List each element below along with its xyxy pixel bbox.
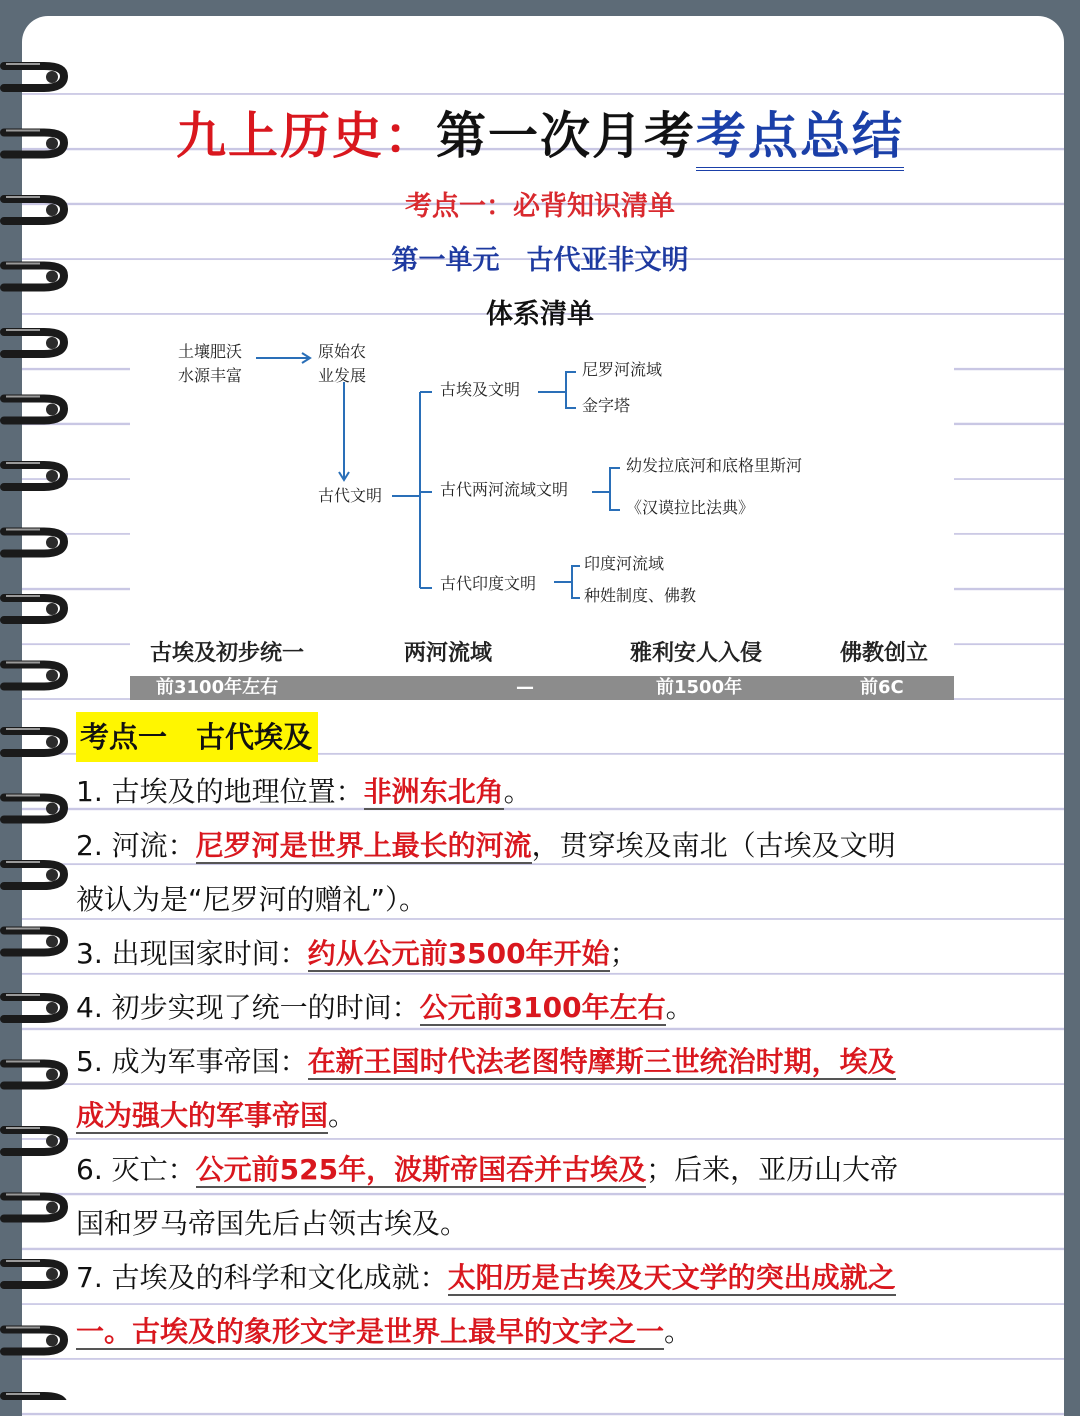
binding-ring bbox=[4, 862, 64, 886]
binding-ring bbox=[4, 1328, 64, 1352]
branch-india-item-2: 种姓制度、佛教 bbox=[584, 586, 697, 605]
point-tail: 国和罗马帝国先后占领古埃及。 bbox=[76, 1207, 469, 1240]
branch-egypt-item-1: 尼罗河流域 bbox=[582, 360, 663, 379]
point-answer: 尼罗河是世界上最长的河流 bbox=[195, 829, 532, 862]
point-answer: 公元前525年，波斯帝国吞并古埃及 bbox=[195, 1153, 647, 1186]
point-7-line-2 bbox=[76, 1312, 692, 1352]
timeline-date-4: 前6C bbox=[860, 677, 904, 698]
point-answer: 公元前3100年左右 bbox=[419, 991, 666, 1024]
cause-line-2: 水源丰富 bbox=[178, 366, 243, 385]
point-tail: 。 bbox=[503, 775, 532, 808]
point-3 bbox=[76, 934, 638, 974]
title-exam: 第一次月考 bbox=[436, 107, 696, 165]
system-list-title: 体系清单 bbox=[486, 299, 594, 330]
binding-ring bbox=[4, 530, 64, 554]
point-1 bbox=[76, 772, 532, 812]
point-label: 灭亡： bbox=[111, 1153, 196, 1186]
branch-india-item-1: 印度河流域 bbox=[584, 554, 665, 573]
point-number: 4. bbox=[76, 991, 112, 1024]
binding-ring bbox=[4, 929, 64, 953]
binding-ring bbox=[4, 663, 64, 687]
point-7 bbox=[76, 1258, 896, 1298]
point-answer: 太阳历是古埃及天文学的突出成就之 bbox=[447, 1261, 896, 1294]
point-number: 7. bbox=[76, 1261, 112, 1294]
point-answer: 非洲东北角 bbox=[363, 775, 504, 808]
binding-ring bbox=[4, 596, 64, 620]
binding-ring bbox=[4, 1261, 64, 1285]
timeline-date-2: — bbox=[516, 677, 534, 698]
point-answer: 一。古埃及的象形文字是世界上最早的文字之一 bbox=[76, 1315, 665, 1348]
timeline-label-2: 两河流域 bbox=[404, 640, 493, 666]
diagram-root: 古代文明 bbox=[318, 486, 383, 505]
point-5-line-2 bbox=[76, 1096, 356, 1136]
point-label: 河流： bbox=[111, 829, 196, 862]
diagram-connectors bbox=[130, 330, 954, 620]
point-2-line-2 bbox=[76, 880, 427, 920]
binding-ring bbox=[4, 1195, 64, 1219]
branch-india: 古代印度文明 bbox=[440, 574, 537, 593]
title-subject: 九上历史： bbox=[176, 107, 436, 165]
point-6 bbox=[76, 1150, 898, 1190]
binding-ring bbox=[4, 1394, 64, 1400]
branch-egypt-item-2: 金字塔 bbox=[582, 396, 631, 415]
title-summary: 考点总结 bbox=[696, 107, 904, 171]
page-title bbox=[0, 96, 1080, 168]
point-label: 出现国家时间： bbox=[111, 937, 308, 970]
point-label: 成为军事帝国： bbox=[111, 1045, 308, 1078]
point-tail: ； bbox=[609, 937, 638, 970]
point-number: 1. bbox=[76, 775, 112, 808]
point-label: 古埃及的科学和文化成就： bbox=[111, 1261, 448, 1294]
timeline-label-1: 古埃及初步统一 bbox=[150, 640, 305, 666]
unit-title: 第一单元 古代亚非文明 bbox=[391, 245, 689, 276]
point-number: 5. bbox=[76, 1045, 112, 1078]
binding-ring bbox=[4, 463, 64, 487]
point-label: 初步实现了统一的时间： bbox=[111, 991, 420, 1024]
binding-ring bbox=[4, 397, 64, 421]
point-number: 6. bbox=[76, 1153, 112, 1186]
point-tail: ；后来，亚历山大帝 bbox=[646, 1153, 899, 1186]
timeline-date-3: 前1500年 bbox=[656, 677, 743, 698]
section-subtitle: 考点一：必背知识清单 bbox=[405, 191, 675, 222]
binding-ring bbox=[4, 729, 64, 753]
point-number: 2. bbox=[76, 829, 112, 862]
binding-ring bbox=[4, 1062, 64, 1086]
branch-mesopotamia: 古代两河流域文明 bbox=[440, 480, 569, 499]
binding-ring bbox=[4, 1128, 64, 1152]
point-number: 3. bbox=[76, 937, 112, 970]
section-heading: 考点一 古代埃及 bbox=[76, 712, 318, 762]
point-answer: 成为强大的军事帝国 bbox=[76, 1099, 329, 1132]
binding-ring bbox=[4, 796, 64, 820]
binding-ring bbox=[4, 64, 64, 88]
point-6-line-2 bbox=[76, 1204, 468, 1244]
point-2 bbox=[76, 826, 896, 866]
point-tail: 。 bbox=[664, 1315, 693, 1348]
timeline-date-1: 前3100年左右 bbox=[156, 677, 279, 698]
binding-ring bbox=[4, 995, 64, 1019]
timeline bbox=[130, 630, 954, 702]
point-label: 古埃及的地理位置： bbox=[111, 775, 364, 808]
branch-egypt: 古埃及文明 bbox=[440, 380, 521, 399]
point-tail: ，贯穿埃及南北（古埃及文明 bbox=[531, 829, 896, 862]
timeline-label-4: 佛教创立 bbox=[840, 640, 929, 666]
point-tail: 。 bbox=[665, 991, 694, 1024]
point-answer: 约从公元前3500年开始 bbox=[307, 937, 610, 970]
branch-mesopotamia-item-2: 《汉谟拉比法典》 bbox=[626, 498, 755, 517]
cause-line-1: 土壤肥沃 bbox=[178, 342, 243, 361]
point-4 bbox=[76, 988, 694, 1028]
point-tail: 被认为是“尼罗河的赠礼”）。 bbox=[76, 883, 428, 916]
agri-line-2: 业发展 bbox=[318, 366, 367, 385]
timeline-label-3: 雅利安人入侵 bbox=[630, 640, 763, 666]
agri-line-1: 原始农 bbox=[318, 342, 367, 361]
point-5 bbox=[76, 1042, 896, 1082]
branch-mesopotamia-item-1: 幼发拉底河和底格里斯河 bbox=[626, 456, 803, 475]
point-answer: 在新王国时代法老图特摩斯三世统治时期，埃及 bbox=[307, 1045, 896, 1078]
knowledge-diagram bbox=[130, 330, 954, 620]
point-tail: 。 bbox=[328, 1099, 357, 1132]
binding-ring bbox=[4, 330, 64, 354]
